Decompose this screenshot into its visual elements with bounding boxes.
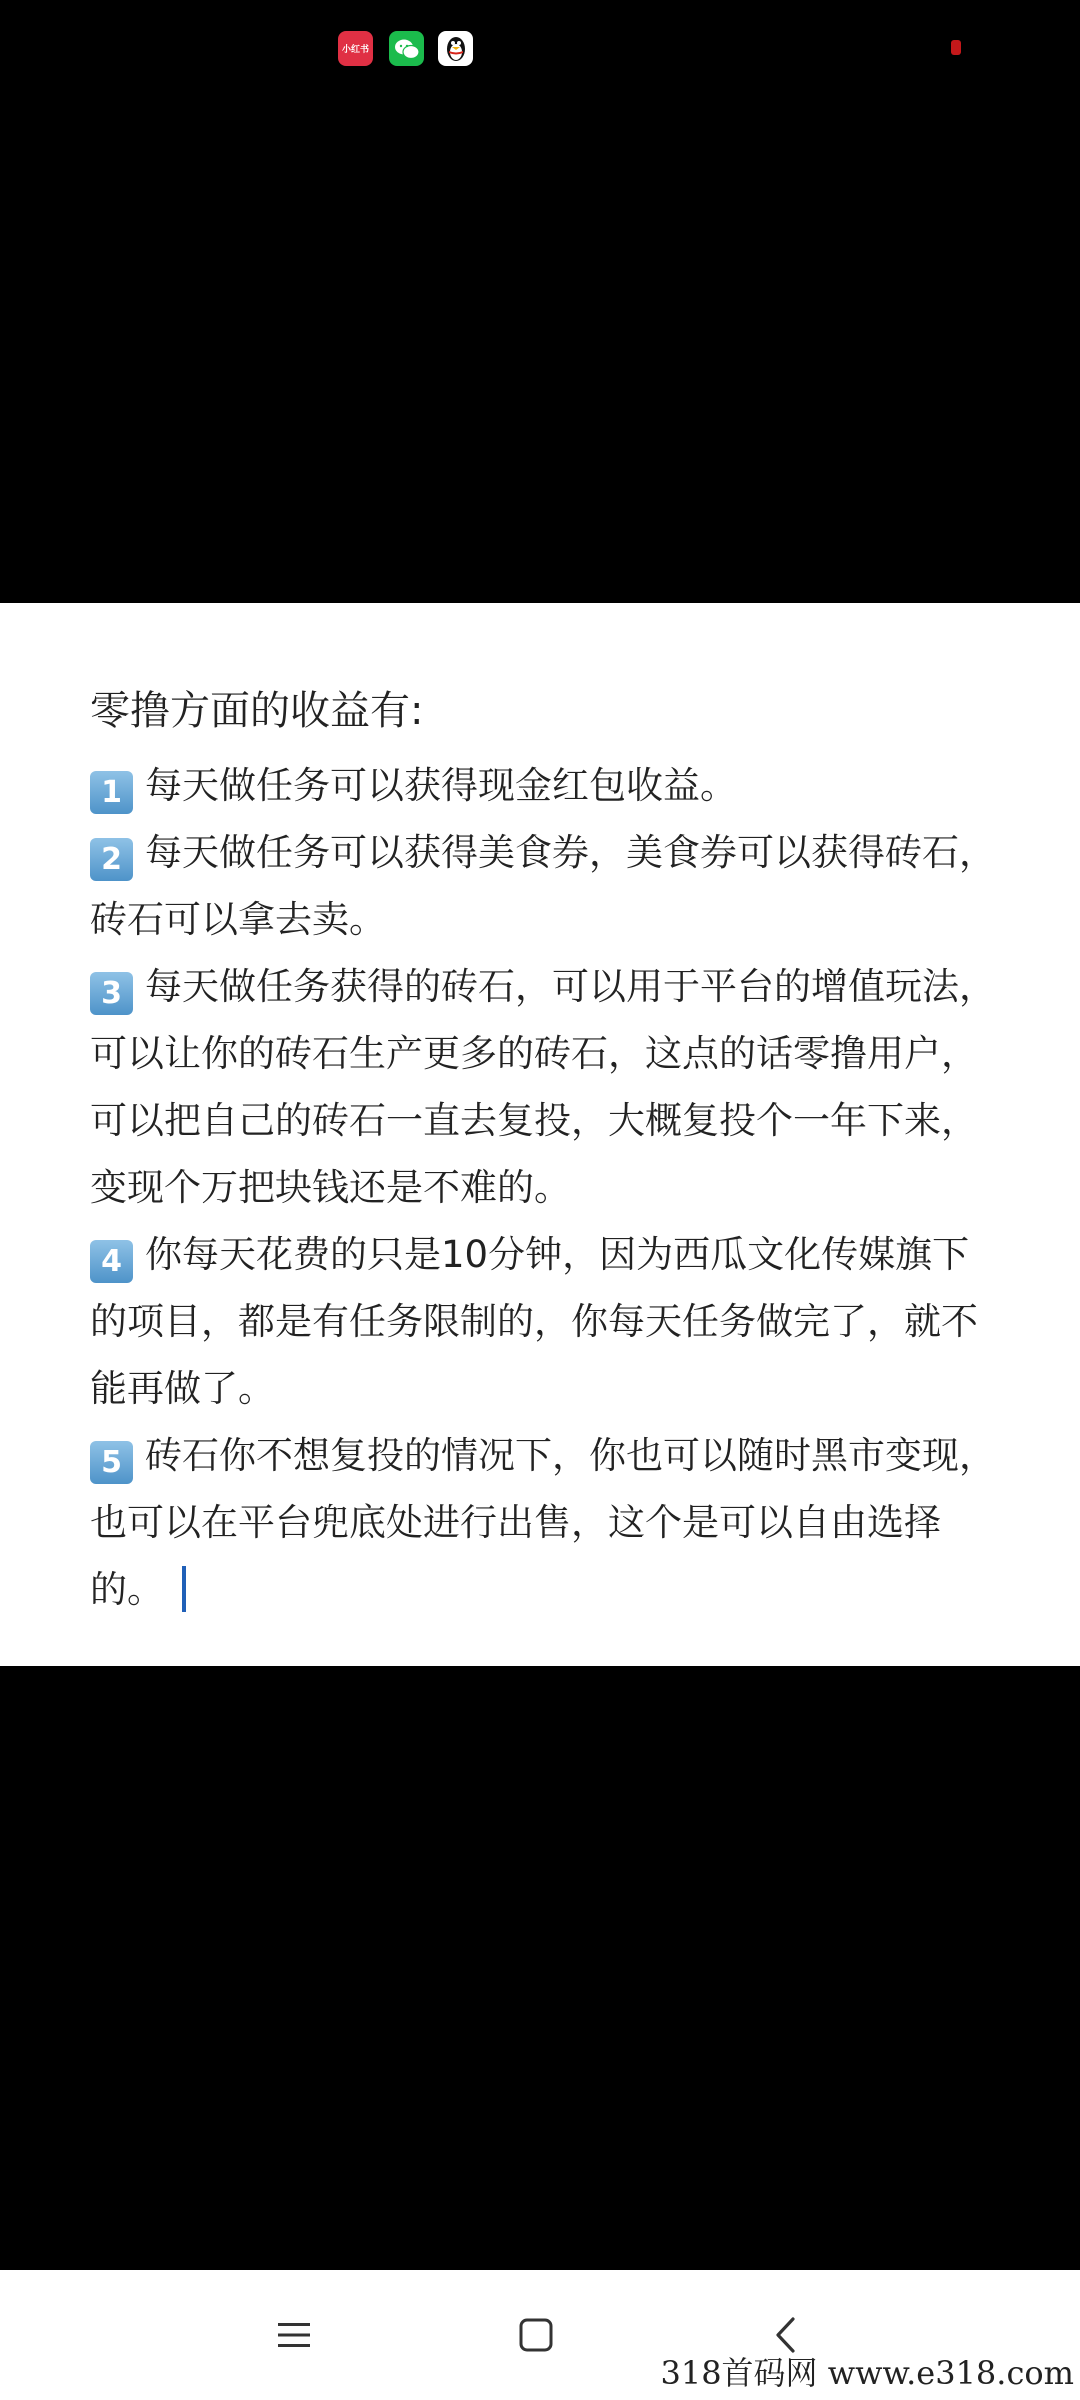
item-text: 砖石你不想复投的情况下，你也可以随时黑市变现， xyxy=(145,1434,996,1477)
item-text: 的。 xyxy=(90,1568,164,1611)
keycap-one-icon: 1 xyxy=(90,771,133,814)
keycap-two-icon: 2 xyxy=(90,838,133,881)
watermark: 318首码网 www.e318.com xyxy=(660,2354,1074,2392)
item-text: 砖石可以拿去卖。 xyxy=(90,898,386,941)
item-text: 的项目，都是有任务限制的，你每天任务做完了，就不 xyxy=(90,1300,978,1343)
xiaohongshu-icon xyxy=(338,31,373,66)
qq-penguin-icon xyxy=(438,31,473,66)
item-text: 每天做任务获得的砖石，可以用于平台的增值玩法， xyxy=(145,965,996,1008)
home-button[interactable] xyxy=(496,2295,576,2375)
list-item xyxy=(90,953,1010,1221)
item-text: 每天做任务可以获得现金红包收益。 xyxy=(145,764,737,807)
article-card xyxy=(0,603,1080,1666)
menu-button[interactable] xyxy=(254,2295,334,2375)
list-item xyxy=(90,1221,1010,1422)
keycap-three-icon: 3 xyxy=(90,972,133,1015)
item-text: 可以让你的砖石生产更多的砖石，这点的话零撸用户， xyxy=(90,1032,978,1075)
home-square-icon xyxy=(519,2318,553,2352)
item-text: 也可以在平台兜底处进行出售，这个是可以自由选择 xyxy=(90,1501,941,1544)
item-text: 能再做了。 xyxy=(90,1367,275,1410)
menu-icon xyxy=(276,2320,312,2350)
item-text: 你每天花费的只是10分钟，因为西瓜文化传媒旗下 xyxy=(145,1233,970,1276)
status-bar xyxy=(0,0,1080,100)
item-text: 可以把自己的砖石一直去复投，大概复投个一年下来， xyxy=(90,1099,978,1142)
keycap-five-icon: 5 xyxy=(90,1441,133,1484)
article-heading: 零撸方面的收益有: xyxy=(90,688,424,734)
navigation-bar xyxy=(0,2270,1080,2400)
xiaohongshu-label: 小红书 xyxy=(341,45,369,55)
article-content xyxy=(90,686,1010,1623)
item-text: 每天做任务可以获得美食券，美食券可以获得砖石， xyxy=(145,831,996,874)
list-item xyxy=(90,1422,1010,1623)
recording-indicator xyxy=(951,40,961,55)
wechat-icon xyxy=(389,31,424,66)
list-item xyxy=(90,819,1010,953)
item-text: 变现个万把块钱还是不难的。 xyxy=(90,1166,571,1209)
list-item xyxy=(90,752,1010,819)
text-cursor[interactable] xyxy=(182,1566,186,1612)
keycap-four-icon: 4 xyxy=(90,1240,133,1283)
